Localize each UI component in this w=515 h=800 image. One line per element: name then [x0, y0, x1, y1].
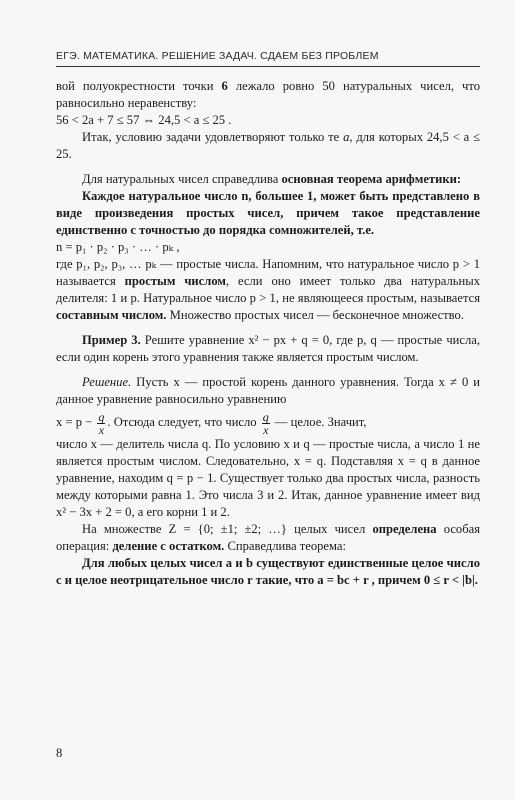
text-span: вой полуокрестности точки [56, 79, 222, 93]
text-span: где p₁, p₂, p₃, … pₖ — простые числа. Напомним, что натуральное число p > 1 называется [56, 257, 480, 288]
example-label: Пример 3. [82, 333, 141, 347]
fraction [97, 411, 105, 436]
fraction-denominator: x [98, 422, 105, 437]
bold-span: деление с остатком. [112, 539, 225, 553]
text-span: На множестве Z = {0; ±1; ±2; …} целых чисел [82, 522, 373, 536]
bold-span: простым числом [124, 274, 226, 288]
text-span: — целое. Значит, [271, 415, 367, 429]
text-span: , для которых 24,5 < a ≤ 25. [56, 130, 480, 161]
solution-label: Решение. [82, 375, 132, 389]
page-body [56, 78, 480, 589]
text-span: Решите уравнение x² − px + q = 0, где p, q — простые числа, если один корень этого уравнения также является простым числом. [56, 333, 481, 364]
header-rule [56, 66, 480, 67]
italic-span: a [343, 130, 350, 144]
text-span: Справедлива теорема: [224, 539, 346, 553]
text-span: x = p − [56, 415, 96, 429]
paragraph-5 [56, 256, 480, 324]
solution-paragraph [56, 374, 480, 408]
text-span: Множество простых чисел — бесконечное множество. [166, 308, 464, 322]
fraction-numerator: q [98, 409, 105, 424]
bold-span: определена [372, 522, 437, 536]
division-theorem: Для любых целых чисел a и b существуют единственные целое число c и целое неотрицательное число r такие, что a = bc + r , причем 0 ≤ r < |b|. [56, 556, 480, 587]
text-span: , если оно имеет только два натуральных делителя: 1 и p. Натуральное число p > 1, не являющееся простым, называется [56, 274, 480, 305]
fraction: $\frac{q}{x}$ [262, 409, 269, 437]
bold-span: составным числом. [56, 308, 167, 322]
bold-span: основная теорема арифметики: [281, 172, 462, 186]
solution-fraction-line [56, 408, 480, 436]
formula-inequality: 56 < 2a + 7 ≤ 57 ⇔ 24,5 < a ≤ 25 . [56, 113, 232, 127]
paragraph-6 [56, 521, 480, 555]
solution-continuation: число x — делитель числа q. По условию x и q — простые числа, а число 1 не является простым числом. Следовательно, x = q. Подставляя x = q в данное уравнение, находим q = p − 1. Существует только два простых числа, разность между которыми равна 1. Это числа 3 и 2. Итак, данное уравнение имеет вид x² − 3x + 2 = 0, а его корни 1 и 2. [56, 437, 480, 519]
text-span: лежало ровно 50 натуральных чисел, что равносильно неравенству: [56, 79, 481, 110]
paragraph-2 [56, 129, 480, 163]
paragraph-1 [56, 78, 480, 112]
page-number: 8 [56, 746, 63, 760]
text-span: Пусть x — простой корень данного уравнения. Тогда x ≠ 0 и данное уравнение равносильно уравнению [56, 375, 480, 406]
example-statement [56, 332, 480, 366]
bold-span: 6 [221, 79, 228, 93]
theorem-statement: Каждое натуральное число n, большее 1, может быть представлено в виде произведения простых чисел, причем такое представление единственно с точностью до порядка сомножителей, т.е. [56, 189, 480, 237]
text-span: . Отсюда следует, что число [107, 415, 260, 429]
text-span: Для натуральных чисел справедлива [82, 172, 282, 186]
text-span: Итак, условию задачи удовлетворяют только те [82, 130, 344, 144]
paragraph-3 [56, 171, 480, 188]
running-header: ЕГЭ. МАТЕМАТИКА. РЕШЕНИЕ ЗАДАЧ. СДАЕМ БЕЗ ПРОБЛЕМ [56, 50, 379, 62]
text-span: особая операция: [56, 522, 481, 553]
formula-factorization: n = p₁ · p₂ · p₃ · … · pₖ , [56, 240, 180, 254]
